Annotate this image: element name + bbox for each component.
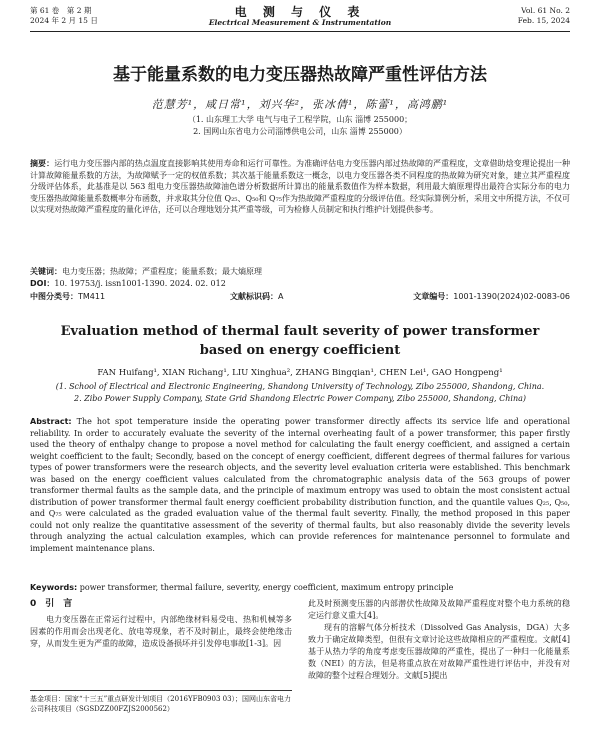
fund-footnote: 基金项目：国家“十三五”重点研发计划项目（2016YFB0903 03）；国网山东省电力公司科技项目（SGSDZZ00FZJS2000562） bbox=[30, 690, 292, 714]
clc-value: TM411 bbox=[78, 292, 106, 301]
abstract-cn bbox=[30, 158, 570, 216]
intro-paragraph-2: 现有的溶解气体分析技术（Dissolved Gas Analysis，DGA）大多致力于确定故障类型，但很有文章讨论这些故障相应的严重程度。文献[4]基于从热力学的角度考虑变压器故障的严重性，提出了一种归一化能量系数（NEI）的方法，但是将重点放在对故障严重性进行评估中，并没有对故障的整个过程合理划分。文献[5]提出 bbox=[308, 623, 570, 680]
classification-row bbox=[30, 291, 570, 303]
clc-label: 中图分类号： bbox=[30, 292, 78, 301]
affiliation-en-2: 2. Zibo Power Supply Company, State Grid Shandong Electric Power Company, Zibo 255000, Shandong, China) bbox=[73, 394, 527, 403]
keywords-cn bbox=[30, 266, 570, 278]
keywords-en-text: power transformer, thermal failure, severity, energy coefficient, maximum entropy principle bbox=[79, 583, 454, 592]
abstract-en-label: Abstract: bbox=[30, 417, 72, 426]
keywords-en bbox=[30, 582, 570, 594]
keywords-cn-label: 关键词： bbox=[30, 267, 62, 276]
title-cn: 基于能量系数的电力变压器热故障严重性评估方法 bbox=[113, 65, 487, 85]
header-right bbox=[518, 6, 570, 26]
title-en-line-1: Evaluation method of thermal fault severity of power transformer bbox=[60, 324, 540, 339]
doi bbox=[30, 278, 570, 290]
volume-issue-en: Vol. 61 No. 2 bbox=[521, 6, 570, 15]
issue-date-cn: 2024 年 2 月 15 日 bbox=[30, 16, 98, 25]
journal-name-en: Electrical Measurement & Instrumentation bbox=[208, 18, 392, 27]
doi-value: 10. 19753/j. issn1001-1390. 2024. 02. 012 bbox=[54, 279, 226, 288]
authors-en: FAN Huifang¹, XIAN Richang¹, LIU Xinghua², ZHANG Bingqian¹, CHEN Lei¹, GAO Hongpeng¹ bbox=[97, 368, 503, 378]
running-header bbox=[30, 6, 570, 32]
doc-code bbox=[230, 291, 283, 303]
header-center bbox=[30, 6, 570, 28]
abstract-en-text: The hot spot temperature inside the operating power transformer directly affects its service life and operational reliability. In order to accurately evaluate the severity of the internal overheating fault of a power transformer, this paper firstly used the theory of enthalpy change to propose a novel method for calculating the fault energy coefficient, and assigned a certain weight coefficient to the fault; Secondly, based on the concept of energy coefficient, different degrees of thermal failures for various types of power transformers were the research objects, and the severity level evaluation criteria were established. This benchmark was based on the energy coefficient values calculated from the chromatographic analysis data of the 563 groups of power transformer thermal faults as the sample data, and the principle of maximum entropy was used to obtain the most consistent actual distribution of power transformer thermal fault energy coefficient probability distribution function, and the quantile values Q₂₅, Q₅₀, and Q₇₅ were calculated as the graded evaluation value of the thermal fault severity. Finally, the method proposed in this paper could not only realize the quantitative assessment of the severity of thermal faults, but also reasonably divide the severity levels through analyzing the actual calculation examples, which can provide references for maintenance personnel to formulate and implement maintenance plans. bbox=[30, 417, 570, 553]
affiliation-cn-2: 2. 国网山东省电力公司淄博供电公司，山东 淄博 255000） bbox=[193, 127, 407, 136]
title-en-line-2: based on energy coefficient bbox=[199, 343, 401, 358]
article-number bbox=[413, 291, 570, 303]
clc-number bbox=[30, 291, 105, 303]
doi-label: DOI： bbox=[30, 279, 55, 288]
body-column-left bbox=[30, 598, 292, 650]
abstract-cn-label: 摘要： bbox=[30, 159, 55, 168]
journal-name-cn: 电 测 与 仪 表 bbox=[234, 5, 366, 19]
affiliations-en bbox=[20, 381, 580, 405]
abstract-en bbox=[30, 416, 570, 554]
intro-paragraph-1: 电力变压器在正常运行过程中，内部绝缘材料易受电、热和机械等多因素的作用而会出现老化、放电等现象，若不及时制止，最终会使绝缘击穿，从而发生更为严重的故障，造成设备损坏并引发停电事故[1-3]。因 bbox=[30, 615, 292, 648]
issue-date-en: Feb. 15, 2024 bbox=[517, 16, 570, 25]
title-en bbox=[40, 322, 560, 360]
body-column-right bbox=[308, 598, 570, 682]
doc-label: 文献标识码： bbox=[230, 292, 278, 301]
abstract-cn-text: 运行电力变压器内部的热点温度直接影响其使用寿命和运行可靠性。为准确评估电力变压器内部过热故障的严重程度，文章借助焓变理论提出一种计算故障能量系数的方法，为故障赋予一定的权值系数；其次基于能量系数这一概念，以电力变压器各类不同程度的热故障为研究对象，建立其严重程度分级评估体系，此基准是以 563 组电力变压器热故障油色谱分析数据所计算出的能量系数值作为样本数据，利用最大熵原理得出最符合实际分布的电力变压器热故障能量系数概率分布函数，并求取其分位值 Q₂₅、Q₅₀和 Q₇₅作为热故障严重程度的分级评估值。经实际算例分析，采用文中所提方法，不仅可以实现对热故障严重程度的量化评估，还可以合理地划分其严重等级，可为检修人员制定和执行维护计划提供参考。 bbox=[30, 159, 570, 214]
doc-value: A bbox=[278, 292, 284, 301]
authors-cn: 范慧芳¹，咸日常¹，刘兴华²，张冰倩¹，陈蕾¹，高鸿鹏¹ bbox=[151, 98, 449, 111]
affiliation-cn-1: （1. 山东理工大学 电气与电子工程学院，山东 淄博 255000； bbox=[187, 115, 413, 124]
affiliations-cn bbox=[20, 114, 580, 138]
header-rule bbox=[30, 31, 570, 32]
volume-issue: 第 61 卷 第 2 期 bbox=[30, 6, 92, 15]
keywords-cn-text: 电力变压器；热故障；严重程度；能量系数；最大熵原理 bbox=[62, 267, 262, 276]
keywords-en-label: Keywords: bbox=[30, 583, 78, 592]
section-heading: 0 引 言 bbox=[30, 599, 73, 609]
affiliation-en-1: (1. School of Electrical and Electronic Engineering, Shandong University of Technology, Zibo 255000, Shandong, China. bbox=[55, 382, 545, 391]
article-label: 文章编号： bbox=[413, 292, 454, 301]
intro-paragraph-continued: 此及时预测变压器的内部潜伏性故障及故障严重程度对整个电力系统的稳定运行意义重大[4]。 bbox=[308, 599, 570, 620]
article-value: 1001-1390(2024)02-0083-06 bbox=[453, 292, 570, 301]
